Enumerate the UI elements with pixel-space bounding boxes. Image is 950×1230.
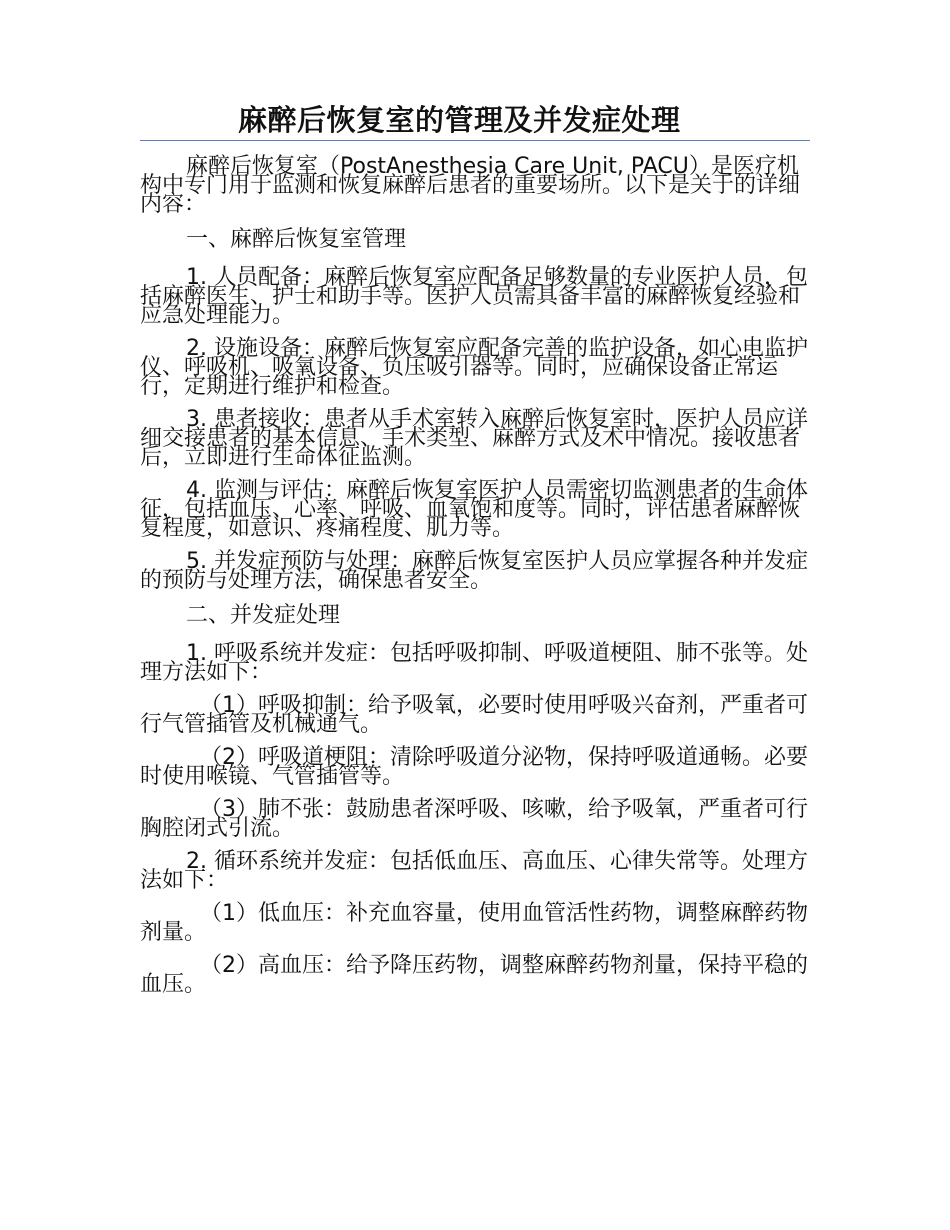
circulatory-sub-hypertension: （2）高血压：给予降压药物，调整麻醉药物剂量，保持平稳的血压。 <box>140 953 808 997</box>
intro-paragraph: 麻醉后恢复室（PostAnesthesia Care Unit, PACU）是医疗机构中专门用于监测和恢复麻醉后患者的重要场所。以下是关于的详细内容： <box>140 154 801 217</box>
document-title: 麻醉后恢复室的管理及并发症处理 <box>238 103 681 137</box>
management-item-reception: 3. 患者接收：患者从手术室转入麻醉后恢复室时，医护人员应详细交接患者的基本信息、手术类型、麻醉方式及术中情况。接收患者后，立即进行生命体征监测。 <box>140 407 808 470</box>
respiratory-complications: 1. 呼吸系统并发症：包括呼吸抑制、呼吸道梗阻、肺不张等。处理方法如下： <box>140 641 808 685</box>
circulatory-sub-hypotension: （1）低血压：补充血容量，使用血管活性药物，调整麻醉药物剂量。 <box>140 901 808 945</box>
title-underline <box>140 140 810 141</box>
respiratory-sub-obstruction: （2）呼吸道梗阻：清除呼吸道分泌物，保持呼吸道通畅。必要时使用喉镜、气管插管等。 <box>140 745 808 789</box>
section-heading-complications: 二、并发症处理 <box>186 603 341 628</box>
circulatory-complications: 2. 循环系统并发症：包括低血压、高血压、心律失常等。处理方法如下： <box>140 849 808 893</box>
section-heading-management: 一、麻醉后恢复室管理 <box>186 227 407 252</box>
management-item-equipment: 2. 设施设备：麻醉后恢复室应配备完善的监护设备，如心电监护仪、呼吸机、吸氧设备、负压吸引器等。同时，应确保设备正常运行，定期进行维护和检查。 <box>140 336 808 399</box>
respiratory-sub-depression: （1）呼吸抑制：给予吸氧，必要时使用呼吸兴奋剂，严重者可行气管插管及机械通气。 <box>140 693 808 737</box>
document-page <box>140 100 810 1008</box>
management-item-staffing: 1. 人员配备：麻醉后恢复室应配备足够数量的专业医护人员，包括麻醉医生、护士和助手等。医护人员需具备丰富的麻醉恢复经验和应急处理能力。 <box>140 265 808 328</box>
management-item-monitoring: 4. 监测与评估：麻醉后恢复室医护人员需密切监测患者的生命体征，包括血压、心率、呼吸、血氧饱和度等。同时，评估患者麻醉恢复程度，如意识、疼痛程度、肌力等。 <box>140 478 808 541</box>
respiratory-sub-atelectasis: （3）肺不张：鼓励患者深呼吸、咳嗽，给予吸氧，严重者可行胸腔闭式引流。 <box>140 797 808 841</box>
management-item-prevention: 5. 并发症预防与处理：麻醉后恢复室医护人员应掌握各种并发症的预防与处理方法，确保患者安全。 <box>140 549 808 593</box>
